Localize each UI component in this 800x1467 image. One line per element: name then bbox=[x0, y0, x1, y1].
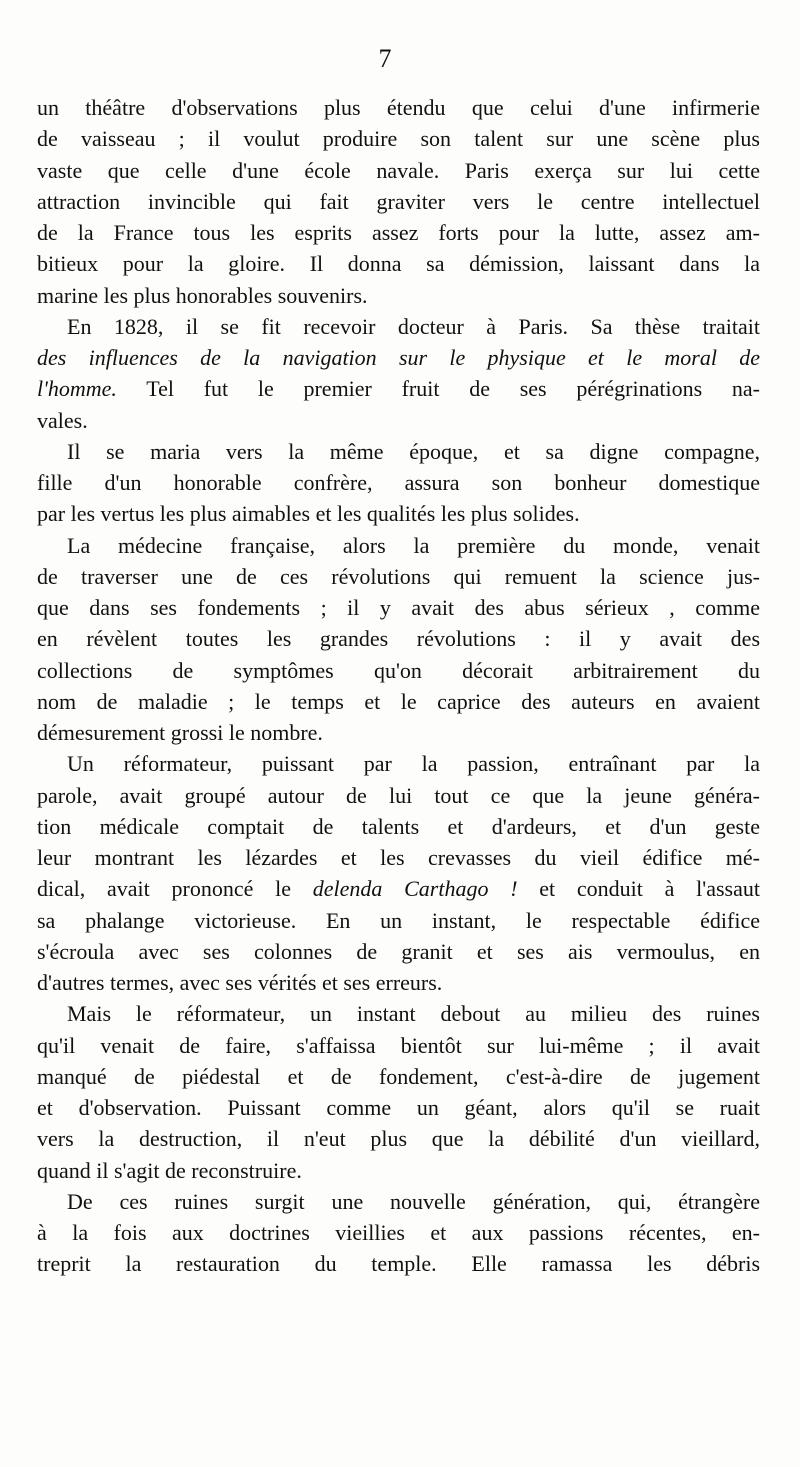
text-line bbox=[37, 873, 760, 904]
text-line bbox=[37, 342, 760, 373]
text-line: La médecine française, alors la première du monde, venait bbox=[67, 532, 760, 558]
text-line: De ces ruines surgit une nouvelle génération, qui, étrangère bbox=[67, 1188, 760, 1214]
text-line: fille d'un honorable confrère, assura son bonheur domestique bbox=[37, 470, 760, 495]
text-line: vers la destruction, il n'eut plus que la débilité d'un vieillard, bbox=[37, 1126, 760, 1152]
text-line: s'écroula avec ses colonnes de granit et ses ais vermoulus, en bbox=[37, 938, 760, 964]
text-line: de vaisseau ; il voulut produire son talent sur une scène plus bbox=[37, 126, 760, 152]
text-line: leur montrant les lézardes et les crevasses du vieil édifice mé- bbox=[37, 845, 760, 870]
text-line: nom de maladie ; le temps et le caprice des auteurs en avaient bbox=[37, 688, 760, 714]
body-text bbox=[37, 92, 760, 1280]
text-line: qu'il venait de faire, s'affaissa bientôt sur lui-même ; il avait bbox=[37, 1032, 760, 1058]
text-line: Un réformateur, puissant par la passion, entraînant par la bbox=[67, 751, 760, 777]
text-line: en révèlent toutes les grandes révolutions : il y avait des bbox=[37, 626, 760, 652]
text-line: quand il s'agit de reconstruire. bbox=[37, 1157, 302, 1183]
text-line: treprit la restauration du temple. Elle ramassa les débris bbox=[37, 1251, 760, 1277]
text-line: marine les plus honorables souvenirs. bbox=[37, 282, 368, 308]
italic-text: delenda Carthago ! bbox=[312, 876, 518, 902]
text-line: d'autres termes, avec ses vérités et ses erreurs. bbox=[37, 970, 443, 995]
text-line: que dans ses fondements ; il y avait des abus sérieux , comme bbox=[37, 595, 760, 620]
text-line: de la France tous les esprits assez forts pour la lutte, assez am- bbox=[37, 220, 760, 245]
page-number: 7 bbox=[378, 44, 392, 73]
text-line: tion médicale comptait de talents et d'ardeurs, et d'un geste bbox=[37, 813, 760, 839]
text-line: Mais le réformateur, un instant debout au milieu des ruines bbox=[67, 1001, 760, 1027]
text-line: de traverser une de ces révolutions qui remuent la science jus- bbox=[37, 563, 760, 589]
text-line: sa phalange victorieuse. En un instant, le respectable édifice bbox=[37, 907, 760, 933]
italic-text: des influences de la navigation sur le physique et le moral de bbox=[37, 345, 760, 370]
text-line: et d'observation. Puissant comme un géant, alors qu'il se ruait bbox=[37, 1095, 760, 1120]
text-line: vales. bbox=[37, 407, 88, 433]
text-line: En 1828, il se fit recevoir docteur à Paris. Sa thèse traitait bbox=[67, 313, 760, 339]
text-line: bitieux pour la gloire. Il donna sa démission, laissant dans la bbox=[37, 251, 760, 277]
text-segment: Tel fut le premier fruit de ses pérégrinations na- bbox=[116, 376, 760, 402]
text-line: manqué de piédestal et de fondement, c'est-à-dire de jugement bbox=[37, 1063, 760, 1089]
text-line: un théâtre d'observations plus étendu que celui d'une infirmerie bbox=[37, 95, 760, 120]
text-line: vaste que celle d'une école navale. Paris exerça sur lui cette bbox=[37, 157, 760, 183]
text-line: démesurement grossi le nombre. bbox=[37, 720, 323, 745]
text-line: collections de symptômes qu'on décorait arbitrairement du bbox=[37, 657, 760, 683]
text-line: parole, avait groupé autour de lui tout ce que la jeune généra- bbox=[37, 782, 760, 808]
text-segment: et conduit à l'assaut bbox=[517, 876, 760, 902]
italic-text: l'homme. bbox=[37, 376, 117, 402]
text-line: Il se maria vers la même époque, et sa digne compagne, bbox=[67, 438, 760, 464]
text-line: par les vertus les plus aimables et les qualités les plus solides. bbox=[37, 501, 580, 527]
text-line bbox=[37, 373, 760, 404]
text-line: à la fois aux doctrines vieillies et aux passions récentes, en- bbox=[37, 1220, 760, 1245]
text-line: attraction invincible qui fait graviter vers le centre intellectuel bbox=[37, 188, 760, 214]
text-segment: dical, avait prononcé le bbox=[37, 876, 313, 902]
